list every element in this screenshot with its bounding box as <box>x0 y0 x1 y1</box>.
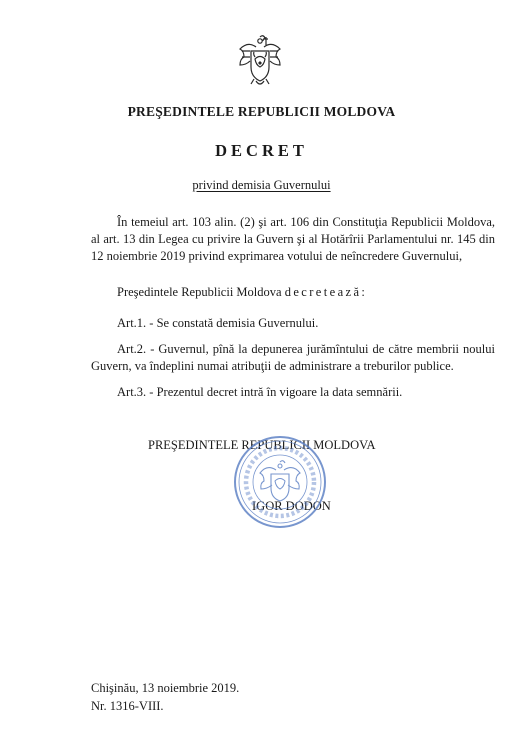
decree-formula <box>117 284 367 301</box>
place-and-date: Chişinău, 13 noiembrie 2019. <box>91 681 240 695</box>
article-1: Art.1. - Se constată demisia Guvernului. <box>117 316 319 330</box>
signatory-name: IGOR DODON <box>252 499 331 513</box>
presidential-seal-icon <box>232 434 328 530</box>
article-2: Art.2. - Guvernul, pînă la depunerea jurămîntului de către membrii noului Guvern, va îndeplini numai atribuţii de administrare a treburilor publice. <box>91 342 495 373</box>
decree-number: Nr. 1316-VIII. <box>91 699 164 713</box>
decree-subject <box>0 178 523 193</box>
coat-of-arms-of-moldova-icon <box>236 33 284 91</box>
issuer-title: PREŞEDINTELE REPUBLICII MOLDOVA <box>127 104 396 119</box>
decree-formula-verb: decretează: <box>284 285 368 299</box>
decree-subject-text: privind demisia Guvernului <box>192 178 331 192</box>
signatory-title: PREŞEDINTELE REPUBLICII MOLDOVA <box>148 438 376 452</box>
article-3: Art.3. - Prezentul decret intră în vigoare la data semnării. <box>117 385 403 399</box>
document-type: DECRET <box>215 141 308 160</box>
preamble-paragraph: În temeiul art. 103 alin. (2) şi art. 106 din Constituţia Republicii Moldova, al art. 13 din Legea cu privire la Guvern şi al Hotărîrii Parlamentului nr. 145 din 12 noiembrie 2019 privind exprimarea votului de neîncredere Guvernului, <box>91 215 495 263</box>
decree-formula-subject: Preşedintele Republicii Moldova <box>117 285 282 299</box>
